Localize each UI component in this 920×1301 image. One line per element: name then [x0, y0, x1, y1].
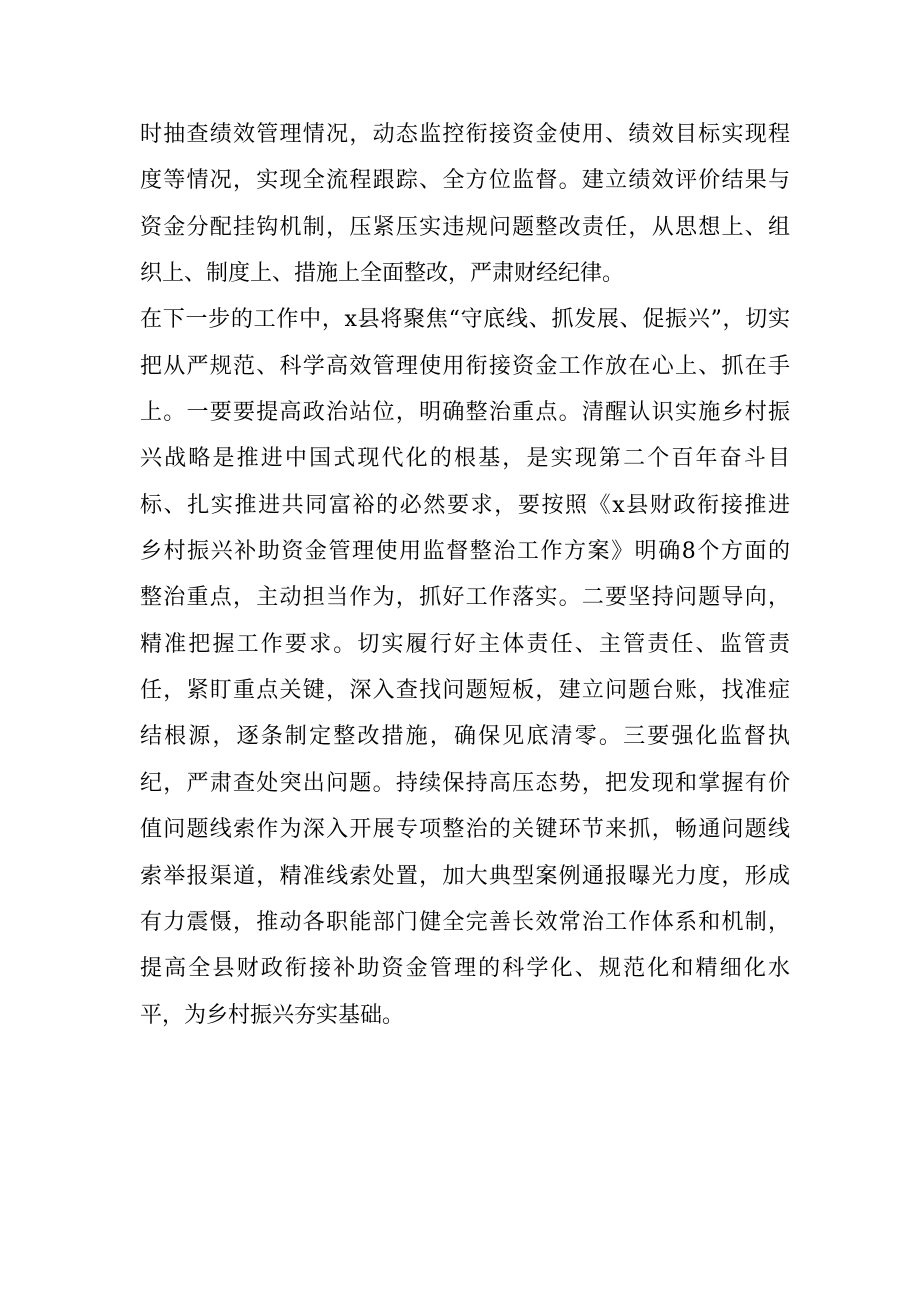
- paragraph-line: 索举报渠道，精准线索处置，加大典型案例通报曝光力度，形成: [140, 863, 790, 889]
- paragraph-line: 时抽查绩效管理情况，动态监控衔接资金使用、绩效目标实现程: [140, 122, 790, 147]
- paragraph-line: 平，为乡村振兴夯实基础。: [140, 1002, 405, 1028]
- paragraph-line: 兴战略是推进中国式现代化的根基，是实现第二个百年奋斗目: [140, 446, 790, 472]
- paragraph-line: 织上、制度上、措施上全面整改，严肃财经纪律。: [140, 261, 625, 287]
- paragraph-line: 整治重点，主动担当作为，抓好工作落实。二要坚持问题导向，: [140, 585, 790, 611]
- paragraph-line: 度等情况，实现全流程跟踪、全方位监督。建立绩效评价结果与: [140, 168, 790, 194]
- paragraph-2: [140, 297, 790, 1039]
- paragraph-line: 有力震慑，推动各职能部门健全完善长效常治工作体系和机制，: [140, 909, 790, 935]
- document-body: [140, 112, 790, 1039]
- paragraph-line: 提高全县财政衔接补助资金管理的科学化、规范化和精细化水: [140, 956, 790, 982]
- paragraph-line: 精准把握工作要求。切实履行好主体责任、主管责任、监管责: [140, 631, 790, 657]
- paragraph-line: 在下一步的工作中，x县将聚焦“守底线、抓发展、促振兴”，切实: [140, 307, 790, 333]
- paragraph-line: 结根源，逐条制定整改措施，确保见底清零。三要强化监督执: [140, 724, 790, 750]
- paragraph-line: 资金分配挂钩机制，压紧压实违规问题整改责任，从思想上、组: [140, 214, 790, 240]
- paragraph-line: 上。一要要提高政治站位，明确整治重点。清醒认识实施乡村振: [140, 400, 790, 426]
- paragraph-line: 任，紧盯重点关键，深入查找问题短板，建立问题台账，找准症: [140, 678, 790, 704]
- paragraph-line: 乡村振兴补助资金管理使用监督整治工作方案》明确8个方面的: [140, 539, 790, 565]
- paragraph-line: 标、扎实推进共同富裕的必然要求，要按照《x县财政衔接推进: [140, 492, 790, 518]
- paragraph-line: 纪，严肃查处突出问题。持续保持高压态势，把发现和掌握有价: [140, 770, 790, 796]
- paragraph-line: 把从严规范、科学高效管理使用衔接资金工作放在心上、抓在手: [140, 353, 790, 379]
- paragraph-line: 值问题线索作为深入开展专项整治的关键环节来抓，畅通问题线: [140, 817, 790, 843]
- paragraph-1: [140, 112, 790, 297]
